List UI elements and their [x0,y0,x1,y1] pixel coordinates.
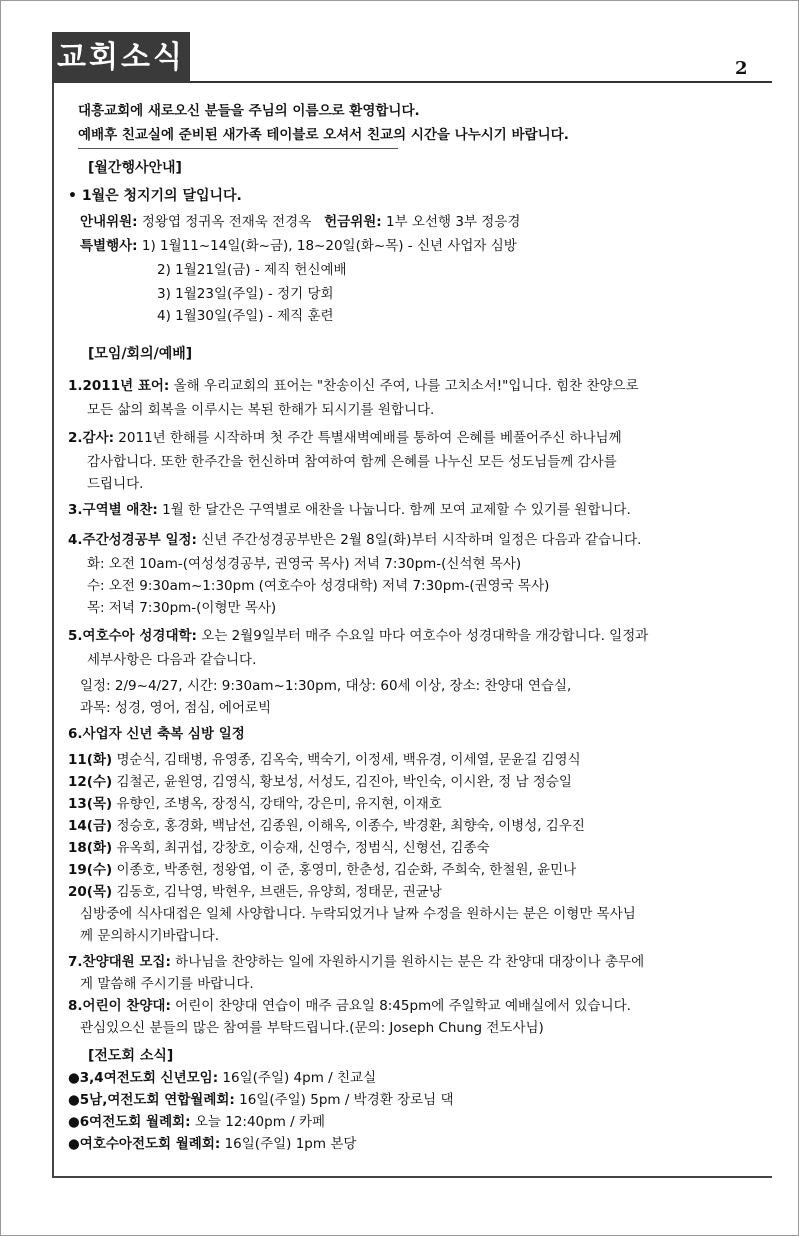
item-label: 2.감사: [68,430,115,446]
visit-row [68,772,572,792]
visit-row [68,750,581,770]
special-event-line [80,236,517,256]
special-event: 3) 1월23일(주일) - 정기 당회 [157,286,334,302]
usher-names: 정왕엽 정귀옥 전재욱 전경옥 [137,214,312,230]
item-text: 하나님을 찬양하는 일에 자원하시기를 원하시는 분은 각 찬양대 대장이나 총무에 [170,954,645,970]
item-label: 4.주간성경공부 일정: [68,532,197,548]
visit-row [68,838,490,858]
item-label: 8.어린이 찬양대: [68,998,171,1014]
study-schedule: 목: 저녁 7:30pm-(이형만 목사) [87,600,277,616]
item-text: 2011년 한해를 시작하며 첫 주간 특별새벽예배를 통하여 은혜를 베풀어주신 하나님께 [114,430,622,446]
item-choir-recruit [68,952,644,972]
item-text: 드립니다. [87,476,144,492]
item-label: 5.여호수아 성경대학: [68,628,197,644]
mission-label: ●6여전도회 월례회: [68,1114,191,1130]
special-event: 1) 1월11~14일(화~금), 18~20일(화~목) - 신년 사업자 심방 [137,238,517,254]
visit-row [68,816,585,836]
visit-names: 이종호, 박종현, 정왕엽, 이 준, 홍영미, 한춘성, 김순화, 주희숙, 한철원, 윤민나 [112,862,577,878]
welcome-line: 대흥교회에 새로오신 분들을 주님의 이름으로 환영합니다. [78,103,420,119]
visit-names: 유향인, 조병옥, 장정식, 강태악, 강은미, 유지현, 이재호 [112,796,442,812]
monthly-heading: [월간행사안내] [88,160,182,176]
mission-item [68,1090,454,1110]
item-district-meal [68,500,631,520]
visit-names: 김동호, 김낙영, 박현우, 브랜든, 유양희, 정태문, 권균낭 [112,884,442,900]
item-children-choir [68,996,631,1016]
mission-text: 오늘 12:40pm / 카페 [190,1114,326,1130]
visit-row [68,882,442,902]
special-event: 4) 1월30일(주일) - 제직 훈련 [157,308,334,324]
item-text: 어린이 찬양대 연습이 매주 금요일 8:45pm에 주일학교 예배실에서 있습니다. [170,998,631,1014]
visit-day: 11(화) [68,752,113,768]
welcome-message [78,99,569,147]
item-joshua-college [68,626,648,646]
usher-line [80,212,520,232]
visit-day: 18(화) [68,840,113,856]
visit-names: 명순식, 김태병, 유영종, 김옥숙, 백숙기, 이정세, 백유경, 이세열, 문윤길 김영식 [112,752,581,768]
item-text: 게 말씀해 주시기를 바랍니다. [80,976,254,992]
item-text: 1월 한 달간은 구역별로 애찬을 나눕니다. 함께 모여 교제할 수 있기를 원합니다. [157,502,631,518]
mission-text: 16일(주일) 5pm / 박경환 장로님 댁 [234,1092,454,1108]
mission-item [68,1134,356,1154]
visit-names: 김철곤, 윤원영, 김영식, 황보성, 서성도, 김진아, 박인숙, 이시완, 정 남 정승일 [112,774,572,790]
college-detail: 과목: 성경, 영어, 점심, 에어로빅 [80,700,272,716]
special-event: 2) 1월21일(금) - 제직 헌신예배 [157,262,347,278]
visit-names: 유옥희, 최귀섭, 강창호, 이승재, 신영수, 정범식, 신형선, 김종숙 [112,840,490,856]
visit-day: 12(수) [68,774,113,790]
mission-heading: [전도회 소식] [88,1048,174,1064]
visit-day: 13(목) [68,796,113,812]
item-text: 세부사항은 다음과 같습니다. [87,652,257,668]
study-schedule: 수: 오전 9:30am~1:30pm (여호수아 성경대학) 저녁 7:30pm-(권영국 목사) [87,578,550,594]
item-text: 감사합니다. 또한 한주간을 헌신하며 참여하여 함께 은혜를 나누신 모든 성도님들께 감사를 [87,454,617,470]
special-label: 특별행사: [80,238,138,254]
item-bible-study [68,530,641,550]
mission-label: ●5남,여전도회 연합월례회: [68,1092,235,1108]
header-rule [190,81,772,83]
visit-names: 정승호, 홍경화, 백남선, 김종원, 이해옥, 이종수, 박경환, 최향숙, 이병성, 김우진 [112,818,585,834]
item-label: 3.구역별 애찬: [68,502,158,518]
visit-day: 14(금) [68,818,113,834]
section-title: 교회소식 [52,32,190,83]
item-text: 모든 삶의 회복을 이루시는 복된 한해가 되시기를 원합니다. [87,402,435,418]
usher-label: 안내위원: [80,214,138,230]
mission-label: ●3,4여전도회 신년모임: [68,1070,219,1086]
monthly-bullet: • 1월은 청지기의 달입니다. [68,188,242,204]
item-label: 7.찬양대원 모집: [68,954,171,970]
visit-note: 께 문의하시기바랍니다. [80,928,219,944]
bottom-border-rule [52,1176,772,1178]
mission-text: 16일(주일) 4pm / 친교실 [218,1070,377,1086]
mission-item [68,1112,325,1132]
item-motto [68,376,639,396]
college-detail: 일정: 2/9~4/27, 시간: 9:30am~1:30pm, 대상: 60세 이상, 장소: 찬양대 연습실, [80,678,572,694]
item-text: 신년 주간성경공부반은 2월 8일(화)부터 시작하며 일정은 다음과 같습니다. [196,532,642,548]
welcome-line: 예배후 친교실에 준비된 새가족 테이블로 오셔서 친교의 시간을 나누시기 바랍니다. [78,127,569,143]
mission-text: 16일(주일) 1pm 본당 [220,1136,357,1152]
item-text: 관심있으신 분들의 많은 참여를 부탁드립니다.(문의: Joseph Chung 전도사님) [80,1020,544,1036]
item-visit-heading: 6.사업자 신년 축복 심방 일정 [68,726,245,742]
visit-row [68,794,442,814]
welcome-rule [78,148,398,149]
visit-day: 20(목) [68,884,113,900]
item-text: 올해 우리교회의 표어는 "찬송이신 주여, 나를 고치소서!"입니다. 힘찬 찬양으로 [169,378,639,394]
left-border-rule [52,83,54,1178]
visit-note: 심방중에 식사대접은 일체 사양합니다. 누락되었거나 날짜 수정을 원하시는 분은 이형만 목사님 [80,906,636,922]
item-thanks [68,428,622,448]
mission-item [68,1068,376,1088]
offering-label: 헌금위원: [324,214,382,230]
study-schedule: 화: 오전 10am-(여성성경공부, 권영국 목사) 저녁 7:30pm-(신석현 목사) [87,556,522,572]
visit-row [68,860,576,880]
offering-names: 1부 오선행 3부 정응경 [381,214,521,230]
item-text: 오는 2월9일부터 매주 수요일 마다 여호수아 성경대학을 개강합니다. 일정과 [196,628,649,644]
mission-label: ●여호수아전도회 월례회: [68,1136,221,1152]
meetings-heading: [모임/회의/예배] [88,346,193,362]
item-label: 1.2011년 표어: [68,378,170,394]
visit-day: 19(수) [68,862,113,878]
page-number: 2 [735,58,748,79]
